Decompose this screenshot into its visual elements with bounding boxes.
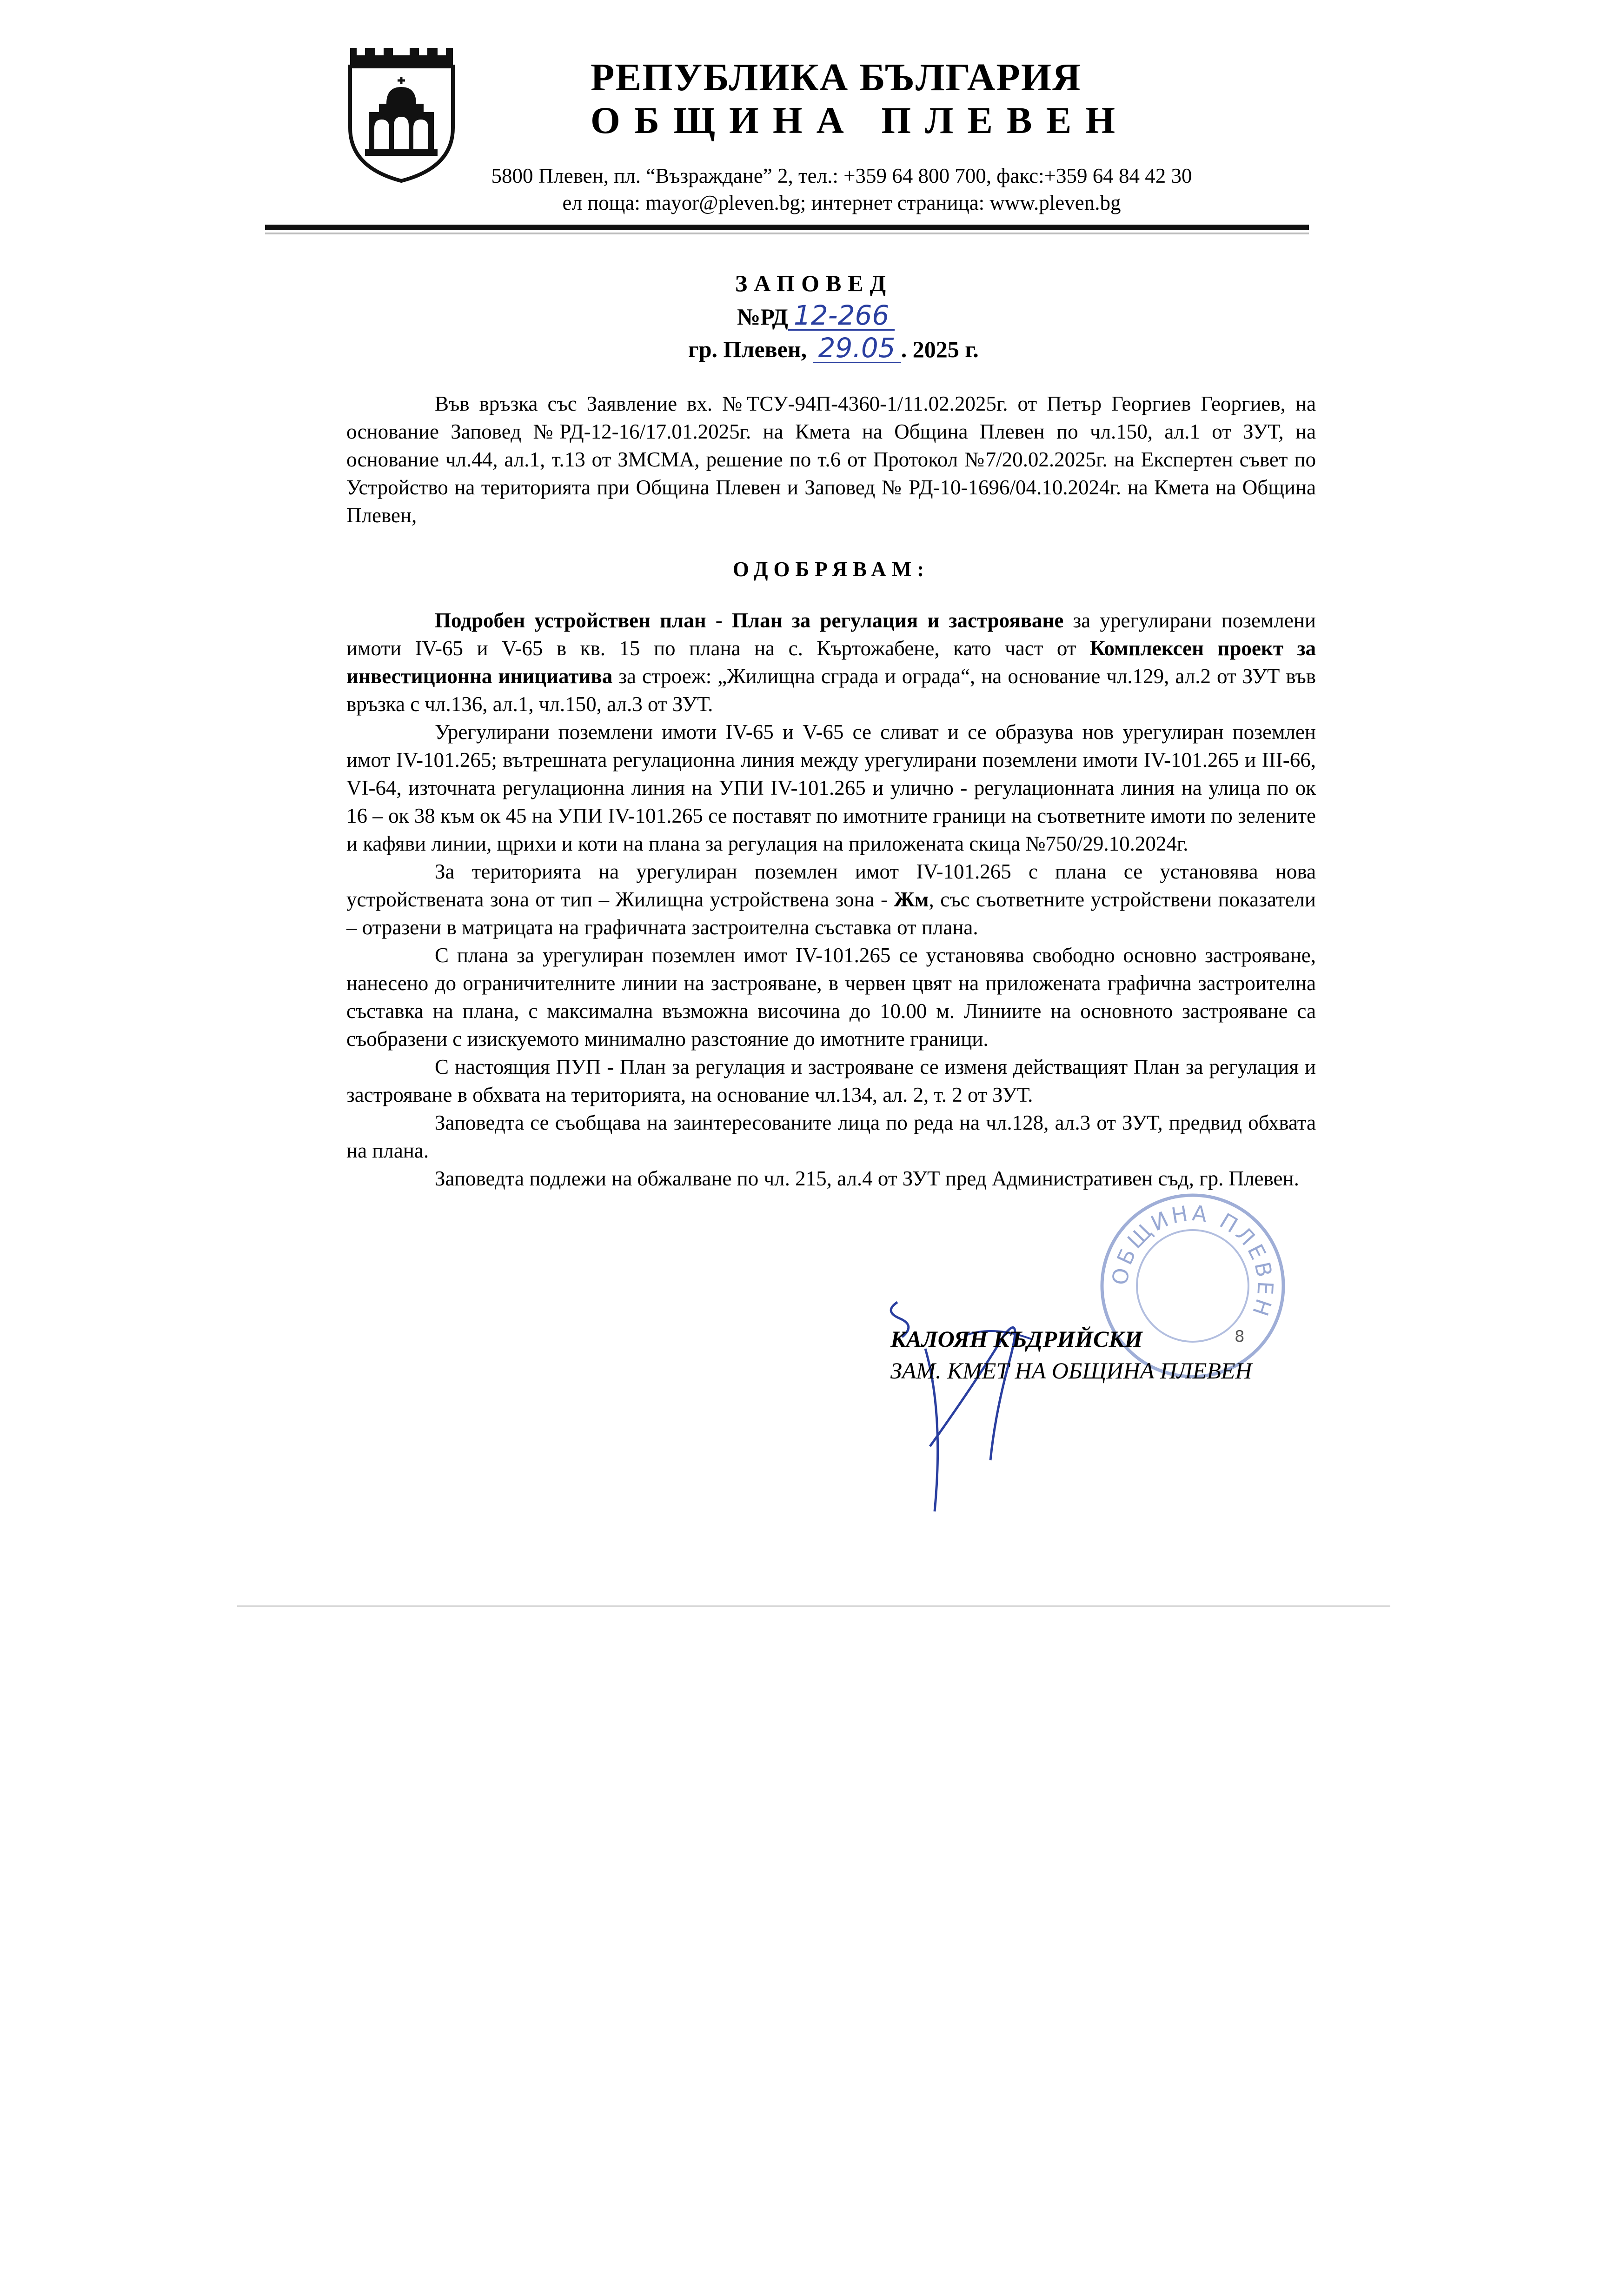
order-date-suffix: . 2025 г. [901, 336, 979, 362]
official-stamp-icon [1095, 1188, 1290, 1384]
scan-edge-line [237, 1605, 1390, 1607]
project-title-bold: Комплексен проект за инвестиционна инициатива [346, 637, 1316, 688]
contact-line: ел поща: mayor@pleven.bg; интернет страница: www.pleven.bg [562, 191, 1121, 214]
order-date [688, 334, 979, 363]
pleven-coat-of-arms-icon [346, 44, 457, 184]
signer-name: КАЛОЯН КЪДРИЙСКИ [890, 1326, 1143, 1352]
address-line: 5800 Плевен, пл. “Възраждане” 2, тел.: +359 64 800 700, факс:+359 64 84 42 30 [491, 164, 1192, 187]
paragraph-plan [346, 606, 1316, 718]
intro-paragraph: Във връзка със Заявление вх. №ТСУ-94П-4360-1/11.02.2025г. от Петър Георгиев Георгиев, на основание Заповед №РД-12-16/17.01.2025г. на Кмета на Община Плевен по чл.150, ал.1 от ЗУТ, на основание чл.44, ал.1, т.13 от ЗМСМА, решение по т.6 от Протокол №7/20.02.2025г. на Експертен съвет по Устройство на територията при Община Плевен и Заповед № РД-10-1696/04.10.2024г. на Кмета на Община Плевен, [346, 392, 1316, 527]
zone-code-bold: Жм [894, 888, 929, 911]
paragraph-zone [346, 858, 1316, 941]
paragraph-notify: Заповедта се съобщава на заинтересованите лица по реда на чл.128, ал.3 от ЗУТ, предвид обхвата на плана. [346, 1111, 1316, 1162]
order-date-handwritten: 29.05 [813, 334, 901, 363]
republic-heading: РЕПУБЛИКА БЪЛГАРИЯ [591, 56, 1082, 99]
zone-text: За територията на урегулиран поземлен имот IV-101.265 с плана се установява нова устройствената зона от тип – Жилищна устройствена зона - [346, 860, 1316, 911]
paragraph-building: С плана за урегулиран поземлен имот IV-101.265 се установява свободно основно застрояване, нанесено до ограничителните линии на застрояване, в червен цвят на приложената графична застроителна съставка на плана, с максимална възможна височина до 10.00 м. Линиите на основното застрояване са съобразени с изискуемото минимално разстояние до имотните граници. [346, 944, 1316, 1051]
header-divider-shadow [265, 233, 1309, 234]
signer-title: ЗАМ. КМЕТ НА ОБЩИНА ПЛЕВЕН [890, 1358, 1252, 1384]
stamp-number: 8 [1235, 1327, 1245, 1346]
plan-text: за урегулирани поземлени имоти IV-65 и V-65 в кв. 15 по плана на с. Къртожабене, като част от [346, 609, 1316, 660]
paragraph-amend: С настоящия ПУП - План за регулация и застрояване се изменя действащият План за регулация и застрояване в обхвата на територията, на основание чл.134, ал. 2, т. 2 от ЗУТ. [346, 1055, 1316, 1106]
order-title: ЗАПОВЕД [735, 270, 893, 296]
header-divider [265, 225, 1309, 230]
plan-text-end: за строеж: „Жилищна сграда и ограда“, на основание чл.129, ал.2 от ЗУТ във връзка с чл.136, ал.1, чл.150, ал.3 от ЗУТ. [346, 665, 1316, 716]
order-number [737, 301, 895, 331]
paragraph-appeal: Заповедта подлежи на обжалване по чл. 215, ал.4 от ЗУТ пред Административен съд, гр. Плевен. [435, 1167, 1299, 1190]
order-body [346, 390, 1316, 1192]
stamp-text: ОБЩИНА ПЛЕВЕН [1107, 1200, 1278, 1322]
order-number-handwritten: 12-266 [788, 301, 895, 331]
order-number-prefix: №РД [737, 304, 788, 330]
approve-heading: ОДОБРЯВАМ: [732, 558, 930, 581]
paragraph-merge: Урегулирани поземлени имоти IV-65 и V-65 се сливат и се образува нов урегулиран поземлен имот IV-101.265; вътрешната регулационна линия между урегулирани поземлени имоти IV-101.265 и III-66, VI-64, източната регулационна линия на УПИ IV-101.265 и улично - регулационната линия на улица по ок 16 – ок 38 към ок 45 на УПИ IV-101.265 се поставят по имотните граници на съответните имоти по зелените и кафяви линии, щрихи и коти на плана за регулация на приложената скица №750/29.10.2024г. [346, 720, 1316, 855]
zone-text-end: , със съответните устройствени показатели – отразени в матрицата на графичната застроителна съставка от плана. [346, 888, 1316, 939]
order-date-prefix: гр. Плевен, [688, 336, 807, 362]
municipality-heading: ОБЩИНА ПЛЕВЕН [591, 99, 1129, 141]
plan-title-bold: Подробен устройствен план - План за регулация и застрояване [435, 609, 1064, 632]
